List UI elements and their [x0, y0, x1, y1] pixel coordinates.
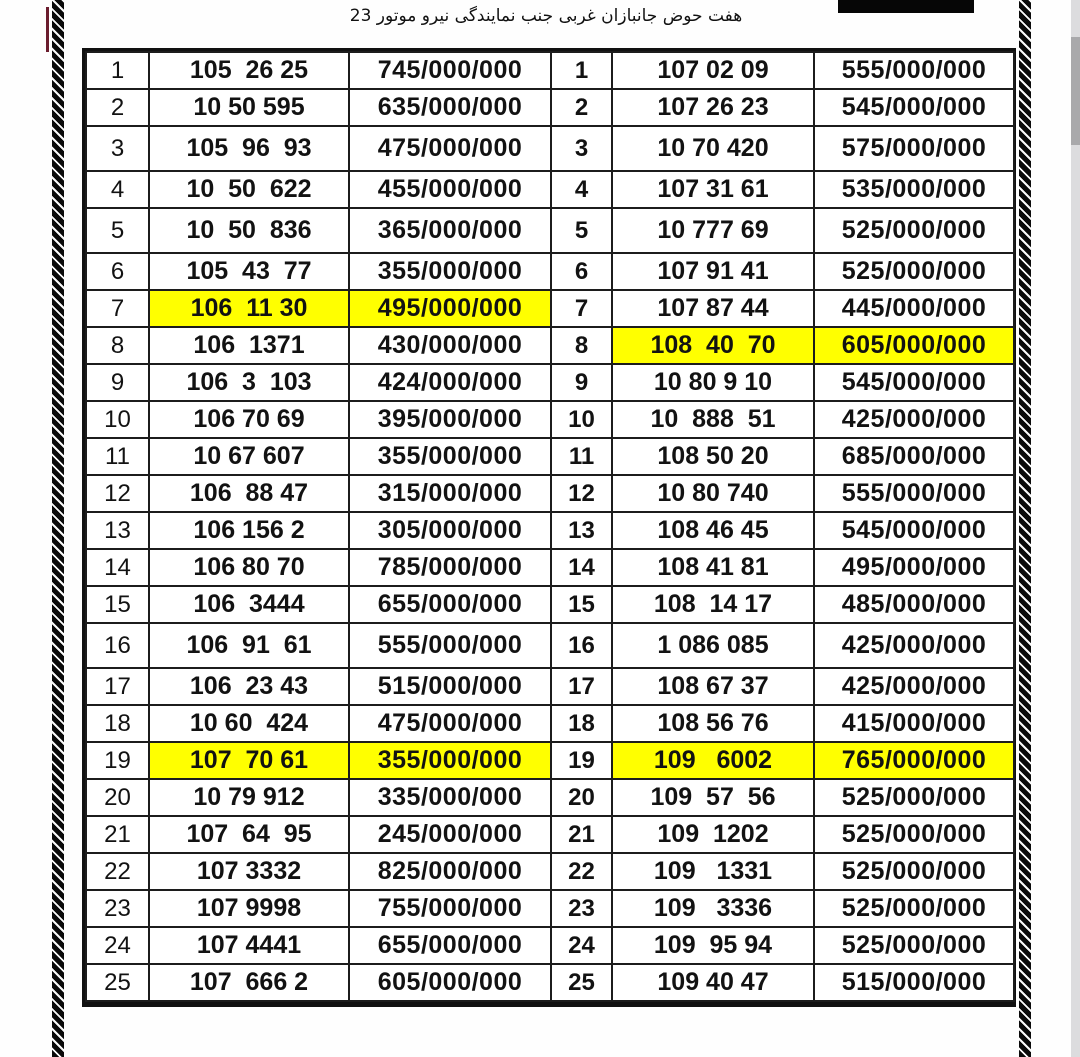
price-table	[85, 51, 1015, 1002]
price-right: 525/000/000	[814, 853, 1014, 890]
price-left: 424/000/000	[349, 364, 551, 401]
price-left: 315/000/000	[349, 475, 551, 512]
phone-number-left: 106 70 69	[149, 401, 349, 438]
red-cursor-mark	[46, 7, 49, 52]
phone-number-left: 107 64 95	[149, 816, 349, 853]
phone-number-left: 10 50 622	[149, 171, 349, 208]
phone-number-left: 106 3444	[149, 586, 349, 623]
row-number-left: 15	[86, 586, 149, 623]
table-row	[86, 290, 1014, 327]
phone-number-left: 10 67 607	[149, 438, 349, 475]
price-right: 525/000/000	[814, 890, 1014, 927]
page-title: هفت حوض جانبازان غربی جنب نمایندگی نیرو موتور 23	[349, 6, 743, 26]
price-right: 545/000/000	[814, 89, 1014, 126]
table-row	[86, 208, 1014, 253]
price-right: 495/000/000	[814, 549, 1014, 586]
phone-number-right: 10 70 420	[612, 126, 814, 171]
price-right: 445/000/000	[814, 290, 1014, 327]
price-left: 785/000/000	[349, 549, 551, 586]
row-number-left: 8	[86, 327, 149, 364]
phone-number-left: 105 26 25	[149, 52, 349, 89]
table-row	[86, 549, 1014, 586]
phone-number-right: 107 91 41	[612, 253, 814, 290]
table-row	[86, 816, 1014, 853]
phone-number-left: 106 80 70	[149, 549, 349, 586]
phone-number-right: 109 6002	[612, 742, 814, 779]
table-row	[86, 705, 1014, 742]
price-right: 545/000/000	[814, 364, 1014, 401]
row-number-right: 21	[551, 816, 612, 853]
left-border-hatch	[52, 0, 64, 1057]
price-left: 475/000/000	[349, 705, 551, 742]
price-left: 655/000/000	[349, 927, 551, 964]
row-number-right: 8	[551, 327, 612, 364]
phone-number-right: 10 80 740	[612, 475, 814, 512]
table-row	[86, 171, 1014, 208]
phone-number-left: 107 4441	[149, 927, 349, 964]
table-row	[86, 779, 1014, 816]
price-right: 605/000/000	[814, 327, 1014, 364]
row-number-right: 16	[551, 623, 612, 668]
price-left: 355/000/000	[349, 438, 551, 475]
price-left: 515/000/000	[349, 668, 551, 705]
price-left: 395/000/000	[349, 401, 551, 438]
phone-number-right: 108 50 20	[612, 438, 814, 475]
price-left: 455/000/000	[349, 171, 551, 208]
row-number-right: 20	[551, 779, 612, 816]
row-number-left: 19	[86, 742, 149, 779]
table-row	[86, 475, 1014, 512]
row-number-right: 19	[551, 742, 612, 779]
price-left: 495/000/000	[349, 290, 551, 327]
phone-number-left: 107 9998	[149, 890, 349, 927]
phone-number-right: 10 80 9 10	[612, 364, 814, 401]
phone-number-right: 109 1202	[612, 816, 814, 853]
phone-number-left: 106 156 2	[149, 512, 349, 549]
price-left: 475/000/000	[349, 126, 551, 171]
price-right: 555/000/000	[814, 52, 1014, 89]
row-number-right: 23	[551, 890, 612, 927]
price-right: 525/000/000	[814, 927, 1014, 964]
price-right: 525/000/000	[814, 816, 1014, 853]
phone-number-left: 10 50 595	[149, 89, 349, 126]
row-number-left: 3	[86, 126, 149, 171]
phone-number-left: 106 3 103	[149, 364, 349, 401]
price-right: 555/000/000	[814, 475, 1014, 512]
table-row	[86, 512, 1014, 549]
phone-number-left: 10 60 424	[149, 705, 349, 742]
price-right: 425/000/000	[814, 401, 1014, 438]
row-number-left: 23	[86, 890, 149, 927]
row-number-right: 15	[551, 586, 612, 623]
price-right: 485/000/000	[814, 586, 1014, 623]
row-number-left: 11	[86, 438, 149, 475]
phone-number-right: 108 56 76	[612, 705, 814, 742]
scrollbar-track[interactable]	[1071, 0, 1080, 1057]
price-right: 525/000/000	[814, 208, 1014, 253]
price-left: 365/000/000	[349, 208, 551, 253]
row-number-right: 18	[551, 705, 612, 742]
phone-number-left: 106 11 30	[149, 290, 349, 327]
row-number-left: 6	[86, 253, 149, 290]
phone-number-right: 108 40 70	[612, 327, 814, 364]
price-left: 305/000/000	[349, 512, 551, 549]
phone-number-right: 1 086 085	[612, 623, 814, 668]
phone-number-left: 106 88 47	[149, 475, 349, 512]
row-number-left: 22	[86, 853, 149, 890]
price-right: 425/000/000	[814, 668, 1014, 705]
row-number-right: 7	[551, 290, 612, 327]
phone-number-left: 107 666 2	[149, 964, 349, 1001]
price-left: 655/000/000	[349, 586, 551, 623]
price-left: 355/000/000	[349, 253, 551, 290]
phone-number-right: 109 95 94	[612, 927, 814, 964]
row-number-left: 1	[86, 52, 149, 89]
row-number-right: 4	[551, 171, 612, 208]
row-number-left: 18	[86, 705, 149, 742]
phone-number-right: 107 02 09	[612, 52, 814, 89]
table-row	[86, 668, 1014, 705]
phone-number-left: 10 79 912	[149, 779, 349, 816]
row-number-right: 14	[551, 549, 612, 586]
phone-number-right: 109 57 56	[612, 779, 814, 816]
table-row	[86, 623, 1014, 668]
phone-number-right: 10 777 69	[612, 208, 814, 253]
phone-number-left: 105 96 93	[149, 126, 349, 171]
table-row	[86, 126, 1014, 171]
price-left: 825/000/000	[349, 853, 551, 890]
price-right: 525/000/000	[814, 253, 1014, 290]
table-row	[86, 401, 1014, 438]
row-number-right: 12	[551, 475, 612, 512]
price-right: 685/000/000	[814, 438, 1014, 475]
phone-number-right: 107 87 44	[612, 290, 814, 327]
phone-number-right: 109 1331	[612, 853, 814, 890]
table-row	[86, 742, 1014, 779]
row-number-right: 17	[551, 668, 612, 705]
row-number-left: 12	[86, 475, 149, 512]
row-number-right: 5	[551, 208, 612, 253]
row-number-left: 16	[86, 623, 149, 668]
price-left: 605/000/000	[349, 964, 551, 1001]
phone-number-right: 109 3336	[612, 890, 814, 927]
phone-number-right: 107 31 61	[612, 171, 814, 208]
phone-number-left: 106 23 43	[149, 668, 349, 705]
row-number-right: 22	[551, 853, 612, 890]
table-row	[86, 89, 1014, 126]
row-number-left: 9	[86, 364, 149, 401]
phone-number-left: 105 43 77	[149, 253, 349, 290]
row-number-left: 24	[86, 927, 149, 964]
row-number-right: 24	[551, 927, 612, 964]
row-number-left: 20	[86, 779, 149, 816]
row-number-right: 13	[551, 512, 612, 549]
scrollbar-thumb[interactable]	[1071, 37, 1080, 145]
price-right: 545/000/000	[814, 512, 1014, 549]
row-number-right: 11	[551, 438, 612, 475]
price-right: 415/000/000	[814, 705, 1014, 742]
price-left: 745/000/000	[349, 52, 551, 89]
phone-number-right: 108 14 17	[612, 586, 814, 623]
row-number-right: 3	[551, 126, 612, 171]
table-row	[86, 586, 1014, 623]
price-left: 430/000/000	[349, 327, 551, 364]
price-left: 335/000/000	[349, 779, 551, 816]
price-left: 355/000/000	[349, 742, 551, 779]
row-number-right: 2	[551, 89, 612, 126]
phone-number-left: 107 3332	[149, 853, 349, 890]
row-number-left: 17	[86, 668, 149, 705]
price-right: 575/000/000	[814, 126, 1014, 171]
phone-number-left: 10 50 836	[149, 208, 349, 253]
price-right: 425/000/000	[814, 623, 1014, 668]
phone-number-right: 10 888 51	[612, 401, 814, 438]
right-border-hatch	[1019, 0, 1031, 1057]
row-number-left: 5	[86, 208, 149, 253]
row-number-left: 14	[86, 549, 149, 586]
phone-number-left: 106 91 61	[149, 623, 349, 668]
table-row	[86, 927, 1014, 964]
row-number-left: 7	[86, 290, 149, 327]
table-row	[86, 853, 1014, 890]
row-number-right: 9	[551, 364, 612, 401]
phone-number-right: 108 67 37	[612, 668, 814, 705]
price-left: 245/000/000	[349, 816, 551, 853]
price-right: 535/000/000	[814, 171, 1014, 208]
phone-number-right: 107 26 23	[612, 89, 814, 126]
table-row	[86, 52, 1014, 89]
row-number-right: 25	[551, 964, 612, 1001]
price-right: 765/000/000	[814, 742, 1014, 779]
price-left: 555/000/000	[349, 623, 551, 668]
table-row	[86, 253, 1014, 290]
table-row	[86, 964, 1014, 1001]
phone-number-right: 109 40 47	[612, 964, 814, 1001]
price-table-wrapper	[82, 48, 1016, 1007]
row-number-left: 4	[86, 171, 149, 208]
table-row	[86, 438, 1014, 475]
row-number-left: 13	[86, 512, 149, 549]
table-row	[86, 327, 1014, 364]
row-number-right: 1	[551, 52, 612, 89]
phone-number-right: 108 46 45	[612, 512, 814, 549]
phone-number-left: 107 70 61	[149, 742, 349, 779]
row-number-right: 6	[551, 253, 612, 290]
price-right: 525/000/000	[814, 779, 1014, 816]
price-right: 515/000/000	[814, 964, 1014, 1001]
row-number-left: 25	[86, 964, 149, 1001]
phone-number-left: 106 1371	[149, 327, 349, 364]
row-number-left: 2	[86, 89, 149, 126]
row-number-left: 10	[86, 401, 149, 438]
table-row	[86, 890, 1014, 927]
price-left: 755/000/000	[349, 890, 551, 927]
phone-number-right: 108 41 81	[612, 549, 814, 586]
price-left: 635/000/000	[349, 89, 551, 126]
row-number-right: 10	[551, 401, 612, 438]
row-number-left: 21	[86, 816, 149, 853]
table-row	[86, 364, 1014, 401]
